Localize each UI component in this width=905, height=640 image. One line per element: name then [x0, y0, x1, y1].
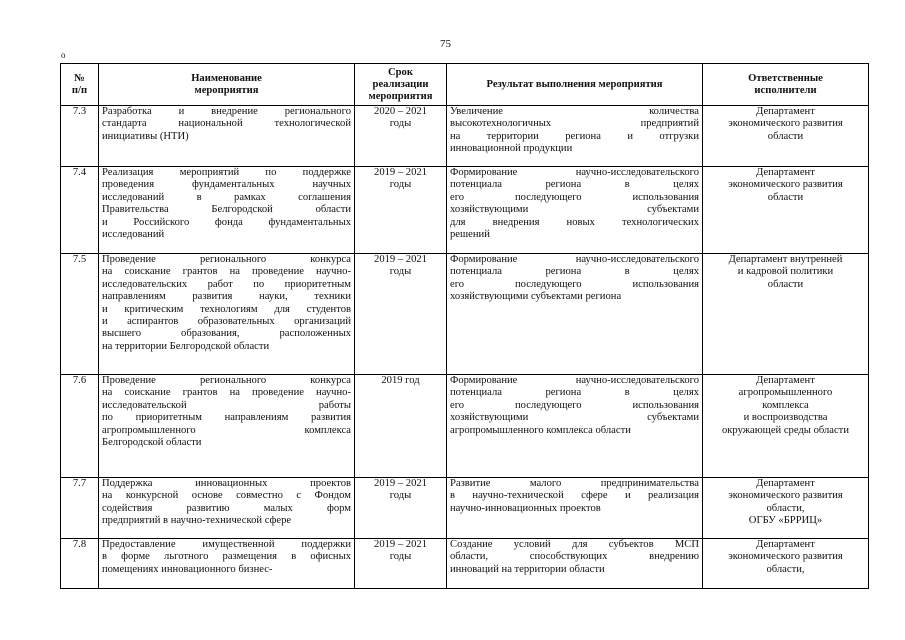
activity-result-line: высокотехнологичных предприятий [450, 118, 699, 130]
activity-name-line: проведения фундаментальных научных [102, 179, 351, 191]
implementation-term [355, 167, 447, 254]
activity-name-line: высшего образования, расположенных [102, 328, 351, 340]
header-num: № п/п [61, 64, 99, 106]
activity-name-line: и критическим технологиям для студентов [102, 303, 351, 315]
responsible-executors-line: ОГБУ «БРРИЦ» [748, 515, 823, 527]
activity-name [99, 478, 355, 539]
responsible-executors-line: области, [766, 502, 805, 514]
header-resp: Ответственные исполнители [703, 64, 869, 106]
activity-name-line: исследовательской работы [102, 399, 351, 411]
implementation-term [355, 478, 447, 539]
activity-name-line: стандарта национальной технологической [102, 118, 351, 130]
activity-result-line: его последующего использования [450, 399, 699, 411]
activity-result-line: Увеличение количества [450, 106, 699, 117]
responsible-executors [703, 375, 869, 478]
implementation-term-line: годы [389, 266, 412, 278]
table-row [61, 106, 869, 167]
activity-result-line: инновационной продукции [450, 143, 573, 155]
implementation-term-line: 2019 – 2021 [374, 254, 427, 265]
responsible-executors-line: области [767, 130, 804, 142]
activity-name [99, 167, 355, 254]
implementation-term-line: 2019 – 2021 [374, 539, 427, 550]
activity-name-line: содействия развитию малых форм [102, 502, 351, 514]
header-term: Срок реализации мероприятия [355, 64, 447, 106]
activity-name-line: Поддержка инновационных проектов [102, 478, 351, 489]
implementation-term-line: 2019 – 2021 [374, 478, 427, 489]
activity-name-line: исследовательских работ по приоритетным [102, 278, 351, 290]
responsible-executors [703, 254, 869, 375]
table-row [61, 254, 869, 375]
responsible-executors-line: и воспроизводства [743, 412, 828, 424]
activity-result [447, 375, 703, 478]
responsible-executors [703, 106, 869, 167]
table-header-row [61, 64, 869, 106]
activity-result [447, 478, 703, 539]
activity-result-line: научно-инновационных проектов [450, 502, 601, 514]
corner-mark: о [61, 50, 66, 60]
activity-name-line: Белгородской области [102, 437, 202, 449]
activity-name-line: агропромышленного комплекса [102, 424, 351, 436]
activity-result-line: Формирование научно-исследовательского [450, 375, 699, 386]
activity-result-line: Развитие малого предпринимательства [450, 478, 699, 489]
activity-name-line: Предоставление имущественной поддержки [102, 539, 351, 550]
activity-name-line: на соискание грантов на проведение научно- [102, 387, 351, 399]
implementation-term-line: годы [389, 118, 412, 130]
responsible-executors-line: окружающей среды области [721, 424, 849, 436]
responsible-executors-line: Департамент [756, 375, 815, 386]
activity-result-line: Формирование научно-исследовательского [450, 167, 699, 178]
activity-name-line: исследований в рамках соглашения [102, 191, 351, 203]
activity-result-line: в научно-технической сфере и реализация [450, 490, 699, 502]
responsible-executors-line: области [767, 278, 804, 290]
responsible-executors-line: экономического развития [728, 179, 843, 191]
activity-result-line: агропромышленного комплекса области [450, 424, 631, 436]
responsible-executors-line: агропромышленного [738, 387, 833, 399]
activity-result-line: решений [450, 229, 490, 241]
implementation-term-line: годы [389, 551, 412, 563]
activity-result-line: для внедрения новых технологических [450, 216, 699, 228]
activity-name-line: и Российского фонда фундаментальных [102, 216, 351, 228]
activity-result-line: Создание условий для субъектов МСП [450, 539, 699, 550]
activity-name-line: по приоритетным направлениям развития [102, 412, 351, 424]
header-result: Результат выполнения мероприятия [447, 64, 703, 106]
implementation-term-line: 2019 – 2021 [374, 167, 427, 178]
activity-name [99, 106, 355, 167]
activity-result-line: его последующего использования [450, 278, 699, 290]
activity-result-line: на территории региона и отгрузки [450, 130, 699, 142]
table-row [61, 478, 869, 539]
responsible-executors-line: экономического развития [728, 551, 843, 563]
row-number: 7.4 [61, 167, 99, 254]
activity-result-line: его последующего использования [450, 191, 699, 203]
responsible-executors-line: Департамент [756, 478, 815, 489]
activity-name-line: в форме льготного размещения в офисных [102, 551, 351, 563]
row-number: 7.7 [61, 478, 99, 539]
implementation-term [355, 375, 447, 478]
page-number: 75 [440, 38, 451, 50]
activity-name [99, 254, 355, 375]
responsible-executors-line: Департамент внутренней [728, 254, 843, 265]
responsible-executors-line: области [767, 191, 804, 203]
activity-result-line: хозяйствующими субъектами [450, 412, 699, 424]
responsible-executors-line: Департамент [756, 539, 815, 550]
activity-name-line: Реализация мероприятий по поддержке [102, 167, 351, 178]
activity-result [447, 254, 703, 375]
activity-result-line: Формирование научно-исследовательского [450, 254, 699, 265]
implementation-term-line: годы [389, 490, 412, 502]
activity-name-line: Проведение регионального конкурса [102, 375, 351, 386]
responsible-executors-line: экономического развития [728, 118, 843, 130]
implementation-term-line: 2019 год [381, 375, 420, 386]
header-name: Наименование мероприятия [99, 64, 355, 106]
row-number: 7.6 [61, 375, 99, 478]
activity-name [99, 539, 355, 589]
responsible-executors-line: области, [766, 563, 805, 575]
table-row [61, 167, 869, 254]
implementation-term [355, 254, 447, 375]
activity-result [447, 106, 703, 167]
implementation-term-line: 2020 – 2021 [374, 106, 427, 117]
activity-name-line: и аспирантов образовательных организаций [102, 316, 351, 328]
activity-name-line: Проведение регионального конкурса [102, 254, 351, 265]
table-row [61, 539, 869, 589]
responsible-executors-line: комплекса [762, 399, 809, 411]
responsible-executors-line: и кадровой политики [737, 266, 834, 278]
activity-result [447, 539, 703, 589]
activity-name-line: помещениях инновационного бизнес- [102, 563, 273, 575]
activity-name-line: инициативы (НТИ) [102, 130, 189, 142]
implementation-term [355, 539, 447, 589]
activity-result-line: хозяйствующими субъектами региона [450, 291, 622, 303]
row-number: 7.3 [61, 106, 99, 167]
activity-result-line: потенциала региона в целях [450, 179, 699, 191]
table-row [61, 375, 869, 478]
activity-name-line: на территории Белгородской области [102, 340, 270, 352]
activity-result-line: потенциала региона в целях [450, 387, 699, 399]
action-plan-table [60, 63, 869, 589]
responsible-executors [703, 478, 869, 539]
activity-name-line: направлениям развития науки, техники [102, 291, 351, 303]
activity-result [447, 167, 703, 254]
activity-result-line: потенциала региона в целях [450, 266, 699, 278]
implementation-term-line: годы [389, 179, 412, 191]
activity-name-line: предприятий в научно-технической сфере [102, 515, 292, 527]
activity-result-line: области, способствующих внедрению [450, 551, 699, 563]
activity-name-line: Разработка и внедрение регионального [102, 106, 351, 117]
activity-name-line: на соискание грантов на проведение научно- [102, 266, 351, 278]
responsible-executors [703, 167, 869, 254]
responsible-executors-line: Департамент [756, 167, 815, 178]
activity-name [99, 375, 355, 478]
responsible-executors-line: экономического развития [728, 490, 843, 502]
responsible-executors-line: Департамент [756, 106, 815, 117]
responsible-executors [703, 539, 869, 589]
row-number: 7.5 [61, 254, 99, 375]
activity-name-line: на конкурсной основе совместно с Фондом [102, 490, 351, 502]
activity-name-line: исследований [102, 229, 165, 241]
implementation-term [355, 106, 447, 167]
activity-name-line: Правительства Белгородской области [102, 204, 351, 216]
activity-result-line: хозяйствующими субъектами [450, 204, 699, 216]
row-number: 7.8 [61, 539, 99, 589]
activity-result-line: инноваций на территории области [450, 563, 605, 575]
